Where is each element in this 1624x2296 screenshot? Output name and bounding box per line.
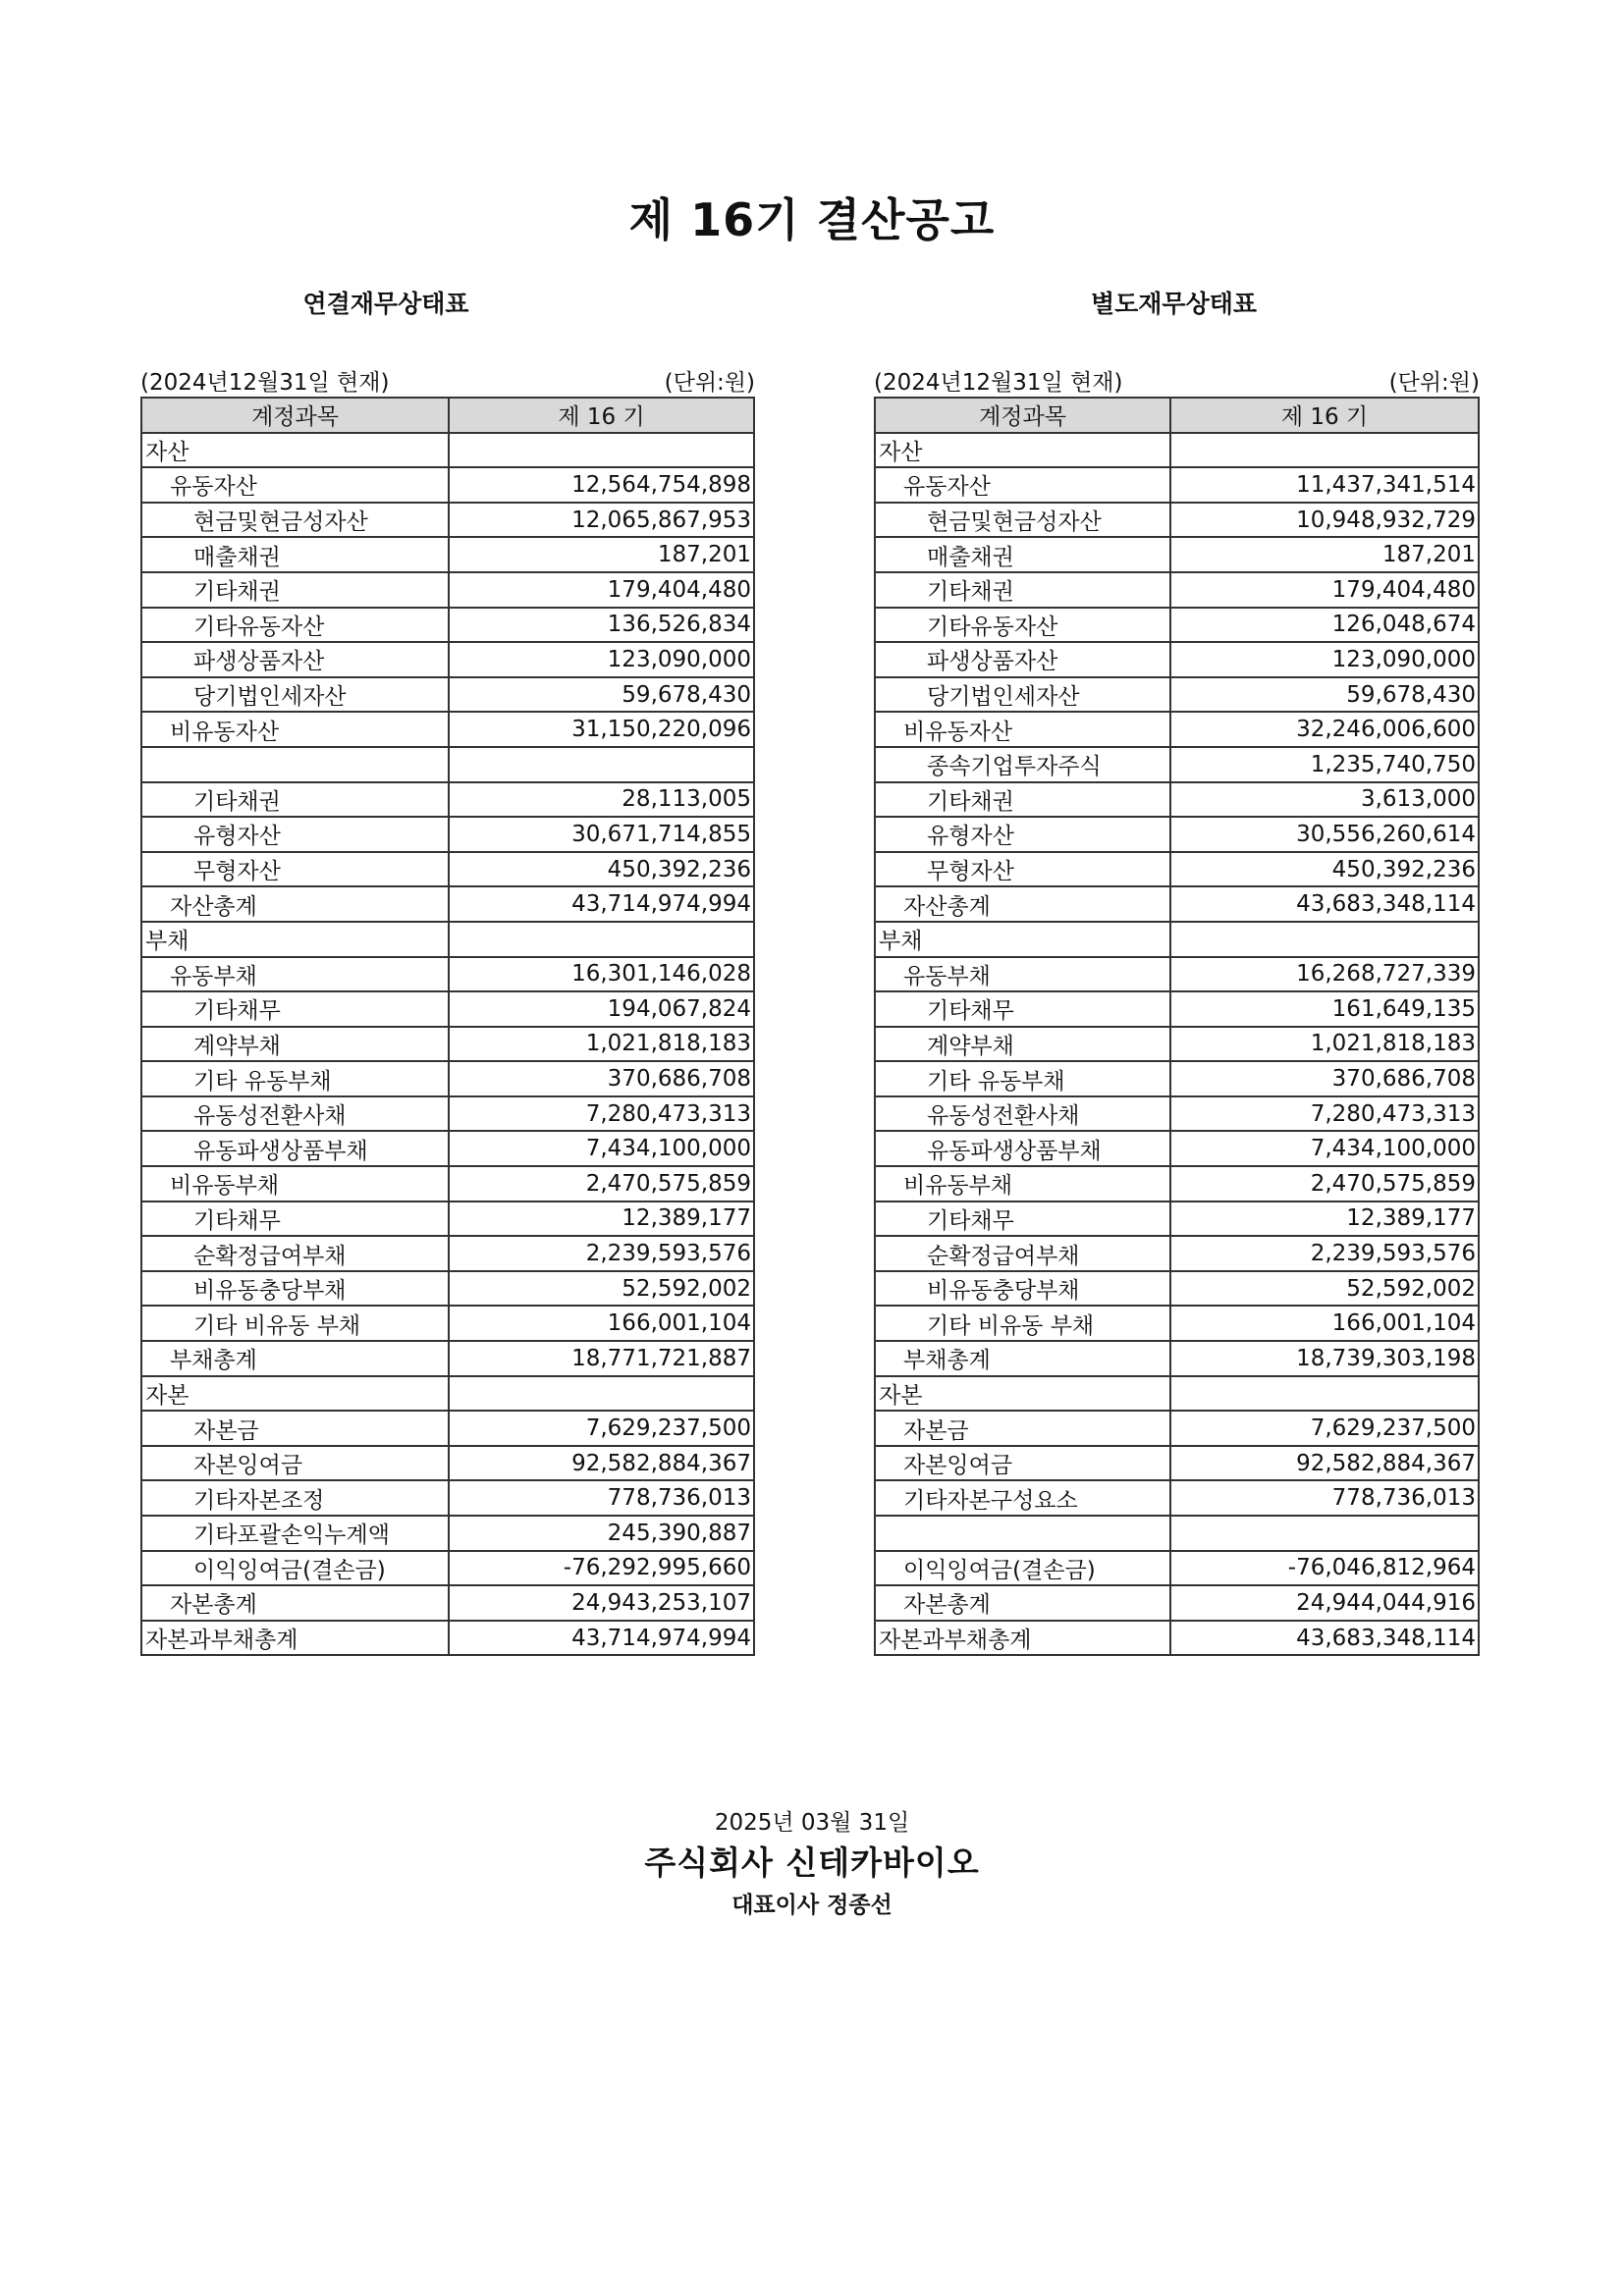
account-label: 부채총계: [875, 1341, 1170, 1376]
account-label: 당기법인세자산: [141, 677, 449, 713]
table-row: [875, 467, 1479, 503]
account-value: 370,686,708: [449, 1061, 754, 1096]
table-row: [875, 922, 1479, 957]
account-label: 기타 비유동 부채: [875, 1306, 1170, 1341]
account-label: 무형자산: [141, 852, 449, 887]
account-value: 24,944,044,916: [1170, 1585, 1479, 1621]
consolidated-panel: [140, 285, 755, 1656]
account-value: 59,678,430: [449, 677, 754, 713]
account-label: 매출채권: [875, 537, 1170, 572]
account-value: [1170, 922, 1479, 957]
consolidated-table: [140, 397, 755, 1656]
table-row: [875, 1306, 1479, 1341]
account-label: 계약부채: [875, 1027, 1170, 1062]
account-label: 비유동자산: [141, 712, 449, 747]
table-row: [141, 747, 754, 782]
account-value: 123,090,000: [1170, 642, 1479, 677]
account-label: 순확정급여부채: [141, 1236, 449, 1271]
account-label: 기타채권: [141, 782, 449, 818]
account-label: 매출채권: [141, 537, 449, 572]
table-row: [875, 1341, 1479, 1376]
account-label: 부채: [141, 922, 449, 957]
separate-meta: [874, 363, 1480, 397]
account-value: 12,389,177: [449, 1201, 754, 1237]
table-row: [141, 608, 754, 643]
account-label: 자본총계: [141, 1585, 449, 1621]
table-row: [141, 1341, 754, 1376]
account-label: 자본금: [141, 1411, 449, 1446]
table-row: [875, 1166, 1479, 1201]
table-row: [141, 1516, 754, 1551]
separate-heading: 별도재무상태표: [1090, 290, 1258, 318]
account-label: 당기법인세자산: [875, 677, 1170, 713]
table-row: [141, 852, 754, 887]
table-row: [141, 1621, 754, 1656]
account-label: 비유동자산: [875, 712, 1170, 747]
table-header-row: [141, 398, 754, 433]
account-value: 24,943,253,107: [449, 1585, 754, 1621]
account-label: 순확정급여부채: [875, 1236, 1170, 1271]
table-row: [141, 1096, 754, 1132]
account-value: 166,001,104: [449, 1306, 754, 1341]
account-value: 28,113,005: [449, 782, 754, 818]
account-value: 126,048,674: [1170, 608, 1479, 643]
table-row: [141, 503, 754, 538]
header-account: 계정과목: [875, 398, 1170, 433]
account-value: 16,268,727,339: [1170, 957, 1479, 992]
separate-panel: [874, 285, 1480, 1656]
account-label: 현금및현금성자산: [875, 503, 1170, 538]
account-value: 450,392,236: [449, 852, 754, 887]
account-value: 2,239,593,576: [449, 1236, 754, 1271]
table-row: [875, 1446, 1479, 1481]
account-label: 기타 비유동 부채: [141, 1306, 449, 1341]
account-value: 92,582,884,367: [1170, 1446, 1479, 1481]
table-row: [875, 1131, 1479, 1166]
consolidated-heading: 연결재무상태표: [302, 290, 469, 318]
table-row: [875, 608, 1479, 643]
account-value: 187,201: [1170, 537, 1479, 572]
account-value: 2,470,575,859: [1170, 1166, 1479, 1201]
account-value: 52,592,002: [449, 1271, 754, 1307]
table-row: [875, 433, 1479, 468]
account-value: 43,683,348,114: [1170, 1621, 1479, 1656]
table-row: [875, 1551, 1479, 1586]
ceo-name: 대표이사 정종선: [731, 1893, 893, 1918]
account-label: 기타유동자산: [141, 608, 449, 643]
account-value: [449, 922, 754, 957]
account-label: [141, 747, 449, 782]
table-row: [875, 712, 1479, 747]
account-label: 자산: [875, 433, 1170, 468]
account-value: 370,686,708: [1170, 1061, 1479, 1096]
account-label: 기타채무: [875, 1201, 1170, 1237]
account-label: 자본잉여금: [875, 1446, 1170, 1481]
table-row: [875, 572, 1479, 608]
separate-table: [874, 397, 1480, 1656]
account-value: 32,246,006,600: [1170, 712, 1479, 747]
table-row: [141, 922, 754, 957]
table-row: [875, 747, 1479, 782]
header-account: 계정과목: [141, 398, 449, 433]
consolidated-meta: [140, 363, 755, 397]
table-row: [141, 433, 754, 468]
table-row: [141, 712, 754, 747]
table-row: [875, 1411, 1479, 1446]
account-label: 기타유동자산: [875, 608, 1170, 643]
account-value: [449, 433, 754, 468]
account-value: 59,678,430: [1170, 677, 1479, 713]
table-row: [875, 1096, 1479, 1132]
account-value: 7,629,237,500: [1170, 1411, 1479, 1446]
table-row: [141, 886, 754, 922]
account-value: 52,592,002: [1170, 1271, 1479, 1307]
announcement-date: 2025년 03월 31일: [714, 1810, 910, 1836]
account-label: 이익잉여금(결손금): [875, 1551, 1170, 1586]
table-row: [875, 1376, 1479, 1412]
account-value: 12,065,867,953: [449, 503, 754, 538]
account-label: 유동성전환사채: [141, 1096, 449, 1132]
table-row: [141, 1271, 754, 1307]
table-row: [141, 467, 754, 503]
account-label: 이익잉여금(결손금): [141, 1551, 449, 1586]
account-value: 18,739,303,198: [1170, 1341, 1479, 1376]
account-label: 부채총계: [141, 1341, 449, 1376]
account-value: 1,021,818,183: [449, 1027, 754, 1062]
consolidated-date: (2024년12월31일 현재): [140, 370, 390, 396]
account-value: [449, 1376, 754, 1412]
account-label: 기타자본구성요소: [875, 1480, 1170, 1516]
account-value: 7,434,100,000: [1170, 1131, 1479, 1166]
account-value: 30,556,260,614: [1170, 817, 1479, 852]
account-label: 자산총계: [141, 886, 449, 922]
table-row: [875, 852, 1479, 887]
account-label: 유형자산: [141, 817, 449, 852]
account-label: 비유동부채: [875, 1166, 1170, 1201]
table-row: [141, 642, 754, 677]
company-name: 주식회사 신테카바이오: [644, 1843, 980, 1882]
table-row: [141, 1201, 754, 1237]
account-value: 92,582,884,367: [449, 1446, 754, 1481]
table-row: [141, 1446, 754, 1481]
account-value: 187,201: [449, 537, 754, 572]
table-row: [141, 537, 754, 572]
account-value: [449, 747, 754, 782]
consolidated-unit: (단위:원): [664, 370, 755, 396]
account-label: 자본잉여금: [141, 1446, 449, 1481]
account-label: 자산: [141, 433, 449, 468]
table-row: [141, 991, 754, 1027]
account-value: 179,404,480: [1170, 572, 1479, 608]
account-label: 파생상품자산: [141, 642, 449, 677]
account-label: 기타채권: [875, 782, 1170, 818]
table-row: [875, 886, 1479, 922]
account-label: 비유동충당부채: [141, 1271, 449, 1307]
account-value: 12,389,177: [1170, 1201, 1479, 1237]
table-row: [875, 1236, 1479, 1271]
header-period: 제 16 기: [1170, 398, 1479, 433]
table-row: [141, 1131, 754, 1166]
account-value: 179,404,480: [449, 572, 754, 608]
account-label: [875, 1516, 1170, 1551]
table-row: [875, 1061, 1479, 1096]
account-label: 기타채무: [141, 1201, 449, 1237]
table-row: [875, 1516, 1479, 1551]
table-row: [875, 537, 1479, 572]
account-value: 11,437,341,514: [1170, 467, 1479, 503]
page-title: 제 16기 결산공고: [628, 193, 996, 246]
account-label: 자본과부채총계: [875, 1621, 1170, 1656]
consolidated-body: [141, 433, 754, 1656]
table-row: [141, 572, 754, 608]
account-value: 3,613,000: [1170, 782, 1479, 818]
table-row: [141, 677, 754, 713]
account-label: 기타포괄손익누계액: [141, 1516, 449, 1551]
account-label: 자본금: [875, 1411, 1170, 1446]
table-row: [875, 782, 1479, 818]
account-value: 161,649,135: [1170, 991, 1479, 1027]
account-label: 자산총계: [875, 886, 1170, 922]
table-row: [141, 1061, 754, 1096]
table-row: [141, 1411, 754, 1446]
table-row: [141, 1585, 754, 1621]
account-label: 계약부채: [141, 1027, 449, 1062]
account-value: 16,301,146,028: [449, 957, 754, 992]
account-value: 7,434,100,000: [449, 1131, 754, 1166]
table-row: [141, 1236, 754, 1271]
table-row: [875, 642, 1479, 677]
account-label: 현금및현금성자산: [141, 503, 449, 538]
account-label: 자본총계: [875, 1585, 1170, 1621]
account-value: 1,021,818,183: [1170, 1027, 1479, 1062]
table-row: [141, 1306, 754, 1341]
account-value: 166,001,104: [1170, 1306, 1479, 1341]
account-value: [1170, 433, 1479, 468]
table-row: [875, 817, 1479, 852]
account-value: 12,564,754,898: [449, 467, 754, 503]
account-label: 유동자산: [875, 467, 1170, 503]
separate-body: [875, 433, 1479, 1656]
account-label: 기타 유동부채: [141, 1061, 449, 1096]
account-value: 31,150,220,096: [449, 712, 754, 747]
account-label: 자본: [141, 1376, 449, 1412]
table-row: [141, 957, 754, 992]
table-row: [875, 1271, 1479, 1307]
account-value: 18,771,721,887: [449, 1341, 754, 1376]
table-row: [875, 991, 1479, 1027]
account-label: 기타 유동부채: [875, 1061, 1170, 1096]
account-label: 무형자산: [875, 852, 1170, 887]
account-label: 기타채무: [875, 991, 1170, 1027]
account-value: 778,736,013: [449, 1480, 754, 1516]
table-row: [875, 957, 1479, 992]
separate-date: (2024년12월31일 현재): [874, 370, 1123, 396]
account-value: 1,235,740,750: [1170, 747, 1479, 782]
account-value: 43,714,974,994: [449, 1621, 754, 1656]
account-value: 136,526,834: [449, 608, 754, 643]
table-row: [875, 1480, 1479, 1516]
account-value: 123,090,000: [449, 642, 754, 677]
table-row: [141, 1376, 754, 1412]
account-label: 비유동부채: [141, 1166, 449, 1201]
account-label: 유형자산: [875, 817, 1170, 852]
table-row: [141, 817, 754, 852]
account-label: 기타채권: [875, 572, 1170, 608]
account-label: 자본: [875, 1376, 1170, 1412]
table-row: [141, 1027, 754, 1062]
account-label: 유동성전환사채: [875, 1096, 1170, 1132]
account-value: 7,629,237,500: [449, 1411, 754, 1446]
account-label: 부채: [875, 922, 1170, 957]
account-value: 2,470,575,859: [449, 1166, 754, 1201]
table-row: [875, 677, 1479, 713]
table-row: [875, 1621, 1479, 1656]
account-value: 778,736,013: [1170, 1480, 1479, 1516]
table-row: [875, 1201, 1479, 1237]
account-label: 파생상품자산: [875, 642, 1170, 677]
account-label: 유동부채: [141, 957, 449, 992]
account-value: -76,046,812,964: [1170, 1551, 1479, 1586]
account-value: 245,390,887: [449, 1516, 754, 1551]
account-label: 유동부채: [875, 957, 1170, 992]
table-row: [141, 1551, 754, 1586]
table-row: [875, 503, 1479, 538]
separate-unit: (단위:원): [1388, 370, 1480, 396]
table-header-row: [875, 398, 1479, 433]
table-row: [141, 1166, 754, 1201]
account-value: 10,948,932,729: [1170, 503, 1479, 538]
table-row: [141, 1480, 754, 1516]
account-label: 유동파생상품부채: [875, 1131, 1170, 1166]
account-value: 2,239,593,576: [1170, 1236, 1479, 1271]
account-value: [1170, 1516, 1479, 1551]
account-value: 450,392,236: [1170, 852, 1479, 887]
header-period: 제 16 기: [449, 398, 754, 433]
account-value: 30,671,714,855: [449, 817, 754, 852]
table-row: [875, 1585, 1479, 1621]
account-value: 43,714,974,994: [449, 886, 754, 922]
table-row: [141, 782, 754, 818]
account-label: 유동자산: [141, 467, 449, 503]
account-label: 종속기업투자주식: [875, 747, 1170, 782]
account-label: 유동파생상품부채: [141, 1131, 449, 1166]
account-label: 기타채권: [141, 572, 449, 608]
account-value: 7,280,473,313: [1170, 1096, 1479, 1132]
account-value: [1170, 1376, 1479, 1412]
account-label: 기타채무: [141, 991, 449, 1027]
account-label: 기타자본조정: [141, 1480, 449, 1516]
account-value: -76,292,995,660: [449, 1551, 754, 1586]
table-row: [875, 1027, 1479, 1062]
account-value: 7,280,473,313: [449, 1096, 754, 1132]
account-value: 194,067,824: [449, 991, 754, 1027]
account-label: 비유동충당부채: [875, 1271, 1170, 1307]
account-label: 자본과부채총계: [141, 1621, 449, 1656]
account-value: 43,683,348,114: [1170, 886, 1479, 922]
